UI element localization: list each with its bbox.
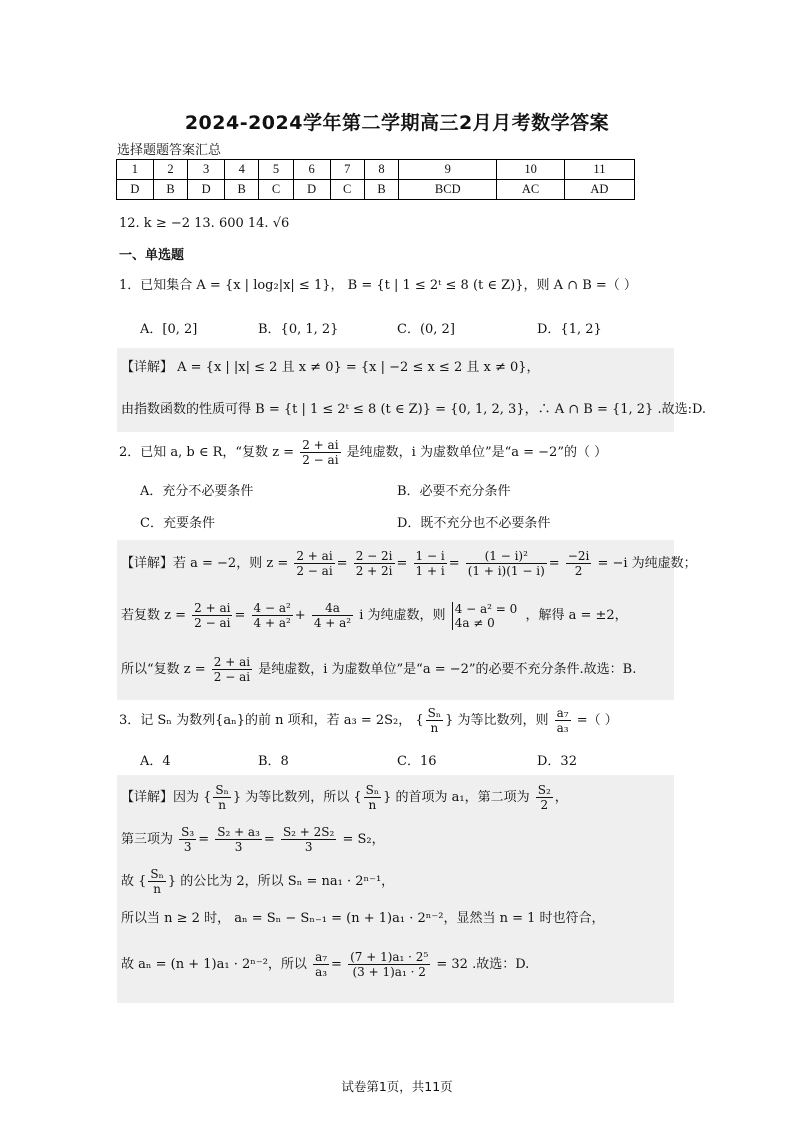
fraction-denominator: 4 + a² <box>253 616 291 630</box>
detail-text: 第三项为 <box>121 832 174 847</box>
fraction-numerator: −2i <box>567 549 590 563</box>
detail-text: i 为纯虚数，则 <box>359 608 446 623</box>
fraction <box>313 950 329 979</box>
fraction <box>213 783 230 812</box>
fraction-numerator: 4a <box>312 601 353 616</box>
system-line: 4a ≠ 0 <box>454 615 495 630</box>
fraction <box>466 549 547 578</box>
fraction-denominator: a₃ <box>315 965 328 979</box>
fraction-denominator: 3 <box>304 840 313 854</box>
q2-stem <box>119 436 607 470</box>
detail-text: 【详解】因为 <box>121 790 200 805</box>
table-cell: 7 <box>330 160 364 180</box>
table-cell: 8 <box>364 160 398 180</box>
q1-detail-line: 由指数函数的性质可得 B = {t | 1 ≤ 2ᵗ ≤ 8 (t ∈ Z)} = {0, 1, 2, 3}，∴ A ∩ B = {1, 2} .故选:D. <box>121 402 707 417</box>
detail-text: 的公比为 2，所以 Sₙ = na₁ · 2ⁿ⁻¹， <box>180 874 395 889</box>
q2-detail-line <box>121 652 636 688</box>
q3-detail-line: 故 { $\frac{\text{Sₙ}}{n}$ } 的公比为 2，所以 Sₙ = na₁ · 2ⁿ⁻¹， <box>121 867 395 896</box>
table-cell: 10 <box>497 160 565 180</box>
table-cell: AD <box>564 180 634 200</box>
option-d: D．32 <box>537 754 577 769</box>
fraction-numerator: Sₙ <box>427 706 442 720</box>
fraction-numerator: a₇ <box>556 706 569 720</box>
fraction <box>179 825 196 854</box>
system-line: 4 − a² = 0 <box>454 601 518 616</box>
fraction <box>414 549 447 578</box>
table-cell: 11 <box>564 160 634 180</box>
fraction-denominator: n <box>368 798 377 812</box>
fraction-denominator: 4 + a² <box>313 616 352 630</box>
fraction-numerator: S₂ + a₃ <box>217 825 260 839</box>
table-cell: C <box>259 180 293 200</box>
option-a: A．[0, 2] <box>140 322 198 337</box>
detail-text: 是纯虚数，i 为虚数单位”是“a = −2”的必要不充分条件.故选：B. <box>258 662 637 677</box>
fraction-denominator: 2 <box>540 798 549 812</box>
option-a: A．充分不必要条件 <box>140 484 254 499</box>
fraction-numerator: (7 + 1)a₁ · 2⁵ <box>350 950 429 964</box>
fraction-denominator: 2 <box>574 564 583 578</box>
option-b: B．8 <box>258 754 289 769</box>
fraction-denominator: 3 <box>234 840 243 854</box>
q2-stem-text: 2．已知 a, b ∈ R，“复数 z = <box>119 445 295 460</box>
q3-detail-line: 第三项为 $\frac{\text{S₃}}{3}$ = $\frac{\text{S₂ + a₃}}{3}$ = $\frac{\text{S₂ + 2S₂}}{3}$ = S₂， <box>121 825 385 854</box>
page-title: 2024-2024学年第二学期高三2月月考数学答案 <box>184 112 610 134</box>
fraction <box>300 438 340 467</box>
q3-stem: 3．记 Sₙ 为数列{aₙ}的前 n 项和，若 a₃ = 2S₂， { $\frac{\text{Sₙ}}{n}$ } 为等比数列，则 $\frac{\text{a₇}}{\text{a₃}}$ =（ ） <box>119 706 618 735</box>
fraction <box>281 825 336 854</box>
fraction <box>294 549 334 578</box>
fraction <box>555 706 571 735</box>
fraction <box>192 601 232 630</box>
option-d: D．既不充分也不必要条件 <box>397 516 551 531</box>
detail-text: = S₂， <box>342 832 385 847</box>
option-b: B．{0, 1, 2} <box>258 322 339 337</box>
fraction-numerator: (1 − i)² <box>466 549 547 564</box>
summary-label: 选择题题答案汇总 <box>117 143 222 158</box>
fraction-numerator: a₇ <box>315 950 328 964</box>
q3-detail-line: 所以当 n ≥ 2 时， aₙ = Sₙ − Sₙ₋₁ = (n + 1)a₁ · 2ⁿ⁻²，显然当 n = 1 时也符合， <box>121 911 605 926</box>
table-cell: 4 <box>225 160 259 180</box>
option-d: D．{1, 2} <box>537 322 602 337</box>
fraction-numerator: Sₙ <box>365 783 380 797</box>
fraction-denominator: 3 <box>183 840 192 854</box>
fraction-denominator: 2 + 2i <box>355 564 393 578</box>
fraction-denominator: 2 − ai <box>213 670 251 684</box>
fill-in-answers: 12. k ≥ −2 13. 600 14. √6 <box>119 216 290 231</box>
fraction <box>252 601 293 630</box>
fraction-numerator: 2 + ai <box>194 601 231 615</box>
table-cell: 5 <box>259 160 293 180</box>
q3-stem-text: 为等比数列，则 <box>457 713 549 728</box>
table-cell: B <box>364 180 398 200</box>
table-cell: 9 <box>399 160 497 180</box>
detail-text: 故 <box>121 874 135 889</box>
option-c: C．充要条件 <box>140 516 215 531</box>
q1-detail-box <box>117 348 707 432</box>
section-heading: 一、单选题 <box>119 248 185 263</box>
table-row-answers <box>117 180 635 200</box>
q3-detail-box <box>117 775 674 1003</box>
fraction-numerator: S₂ + 2S₂ <box>282 825 335 839</box>
fraction <box>566 549 592 578</box>
q3-stem-text: =（ ） <box>576 713 618 728</box>
detail-text: 【详解】若 a = −2，则 z = <box>121 556 289 571</box>
fraction-denominator: 1 + i <box>415 564 445 578</box>
table-cell: BCD <box>399 180 497 200</box>
table-cell: D <box>117 180 154 200</box>
detail-text: 的首项为 a₁，第二项为 <box>395 790 530 805</box>
fraction-denominator: n <box>430 721 439 735</box>
option-c: C．(0, 2] <box>397 322 455 337</box>
option-b: B．必要不充分条件 <box>397 484 511 499</box>
fraction <box>364 783 381 812</box>
fraction <box>536 783 553 812</box>
detail-text: = 32 .故选：D. <box>436 957 530 972</box>
table-cell: C <box>330 180 364 200</box>
answer-summary-table <box>116 159 635 200</box>
q2-detail-line: 若复数 z = $\frac{2 + ai}{2 - ai}$ = $\frac{\text{4 − a²}}{\text{4 + a²}}$ + $\frac{4a}{\text{4 + a²}}$ i 为纯虚数，则 4 − a² = 0 4a ≠ 0 ，解得 a = ±2， <box>121 601 628 630</box>
fraction-numerator: 2 + ai <box>213 655 251 669</box>
detail-text: 所以“复数 z = <box>121 662 206 677</box>
q1-detail-line: 【详解】 A = {x | |x| ≤ 2 且 x ≠ 0} = {x | −2 ≤ x ≤ 2 且 x ≠ 0}， <box>121 360 540 375</box>
q3-stem-text: 3．记 Sₙ 为数列{aₙ}的前 n 项和，若 a₃ = 2S₂， <box>119 713 412 728</box>
fraction <box>148 867 165 896</box>
table-cell: D <box>293 180 330 200</box>
table-cell: AC <box>497 180 565 200</box>
fraction-denominator: 2 − ai <box>296 564 333 578</box>
detail-text: 若复数 z = <box>121 608 187 623</box>
table-cell: 3 <box>188 160 225 180</box>
table-cell: 1 <box>117 160 154 180</box>
fraction-numerator: S₃ <box>181 825 195 839</box>
fraction-denominator: n <box>218 798 226 812</box>
q1-stem: 1．已知集合 A = {x | log₂|x| ≤ 1}， B = {t | 1 ≤ 2ᵗ ≤ 8 (t ∈ Z)}，则 A ∩ B =（ ） <box>119 278 637 293</box>
fraction-denominator: 2 − ai <box>302 453 339 467</box>
q2-detail-line: 【详解】若 a = −2，则 z = $\frac{2 + ai}{2 - ai}$ = $\frac{2 - 2i}{2 + 2i}$ = $\frac{1 - i}{1 + i}$ = $\frac{\text{(1 − i)²}}{(1 + i)(1 - i)}$ = $\frac{-2i}{2}$ = −i 为纯虚数； <box>121 549 697 578</box>
fraction <box>312 601 353 630</box>
fraction-numerator: S₂ <box>537 783 551 797</box>
fraction-denominator: (3 + 1)a₁ · 2 <box>352 965 426 979</box>
fraction-numerator: 2 − 2i <box>355 549 393 563</box>
table-cell: 2 <box>153 160 187 180</box>
option-a: A．4 <box>140 754 171 769</box>
q3-detail-line: 故 aₙ = (n + 1)a₁ · 2ⁿ⁻²，所以 $\frac{\text{a₇}}{\text{a₃}}$ = $\frac{\text{(7 + 1)a₁ · 2⁵}}{\text{(3 + 1)a₁ · 2}}$ = 32 .故选：D. <box>121 950 530 979</box>
table-cell: D <box>188 180 225 200</box>
equation-system <box>452 602 520 630</box>
fraction-numerator: 1 − i <box>415 549 445 563</box>
q2-detail-box <box>117 540 697 700</box>
fraction-numerator: Sₙ <box>150 867 164 881</box>
table-cell: B <box>153 180 187 200</box>
fraction <box>354 549 395 578</box>
table-cell: 6 <box>293 160 330 180</box>
detail-text: = −i 为纯虚数； <box>597 556 697 571</box>
page-footer: 试卷第1页，共11页 <box>341 1079 453 1094</box>
q2-stem-text: 是纯虚数，i 为虚数单位”是“a = −2”的（ ） <box>346 445 608 460</box>
fraction-numerator: 2 + ai <box>296 549 333 563</box>
fraction-numerator: 4 − a² <box>253 601 291 615</box>
fraction <box>215 825 262 854</box>
fraction <box>426 706 443 735</box>
fraction-numerator: Sₙ <box>215 783 229 797</box>
q3-detail-line: 【详解】因为 { $\frac{\text{Sₙ}}{n}$ } 为等比数列，所以 { $\frac{\text{Sₙ}}{n}$ } 的首项为 a₁，第二项为 $\frac{\text{S₂}}{2}$ ， <box>121 783 568 812</box>
fraction-denominator: n <box>153 882 161 896</box>
table-cell: B <box>225 180 259 200</box>
fraction-denominator: 2 − ai <box>194 616 231 630</box>
fraction <box>348 950 430 979</box>
detail-text: ，解得 a = ±2， <box>525 608 628 623</box>
fraction <box>212 655 252 684</box>
option-c: C．16 <box>397 754 437 769</box>
fraction-denominator: a₃ <box>556 721 569 735</box>
fraction-denominator: (1 + i)(1 − i) <box>467 564 545 578</box>
fraction-numerator: 2 + ai <box>302 438 339 452</box>
detail-text: 为等比数列，所以 <box>245 790 350 805</box>
detail-text: 故 aₙ = (n + 1)a₁ · 2ⁿ⁻²，所以 <box>121 957 307 972</box>
table-row-numbers <box>117 160 635 180</box>
